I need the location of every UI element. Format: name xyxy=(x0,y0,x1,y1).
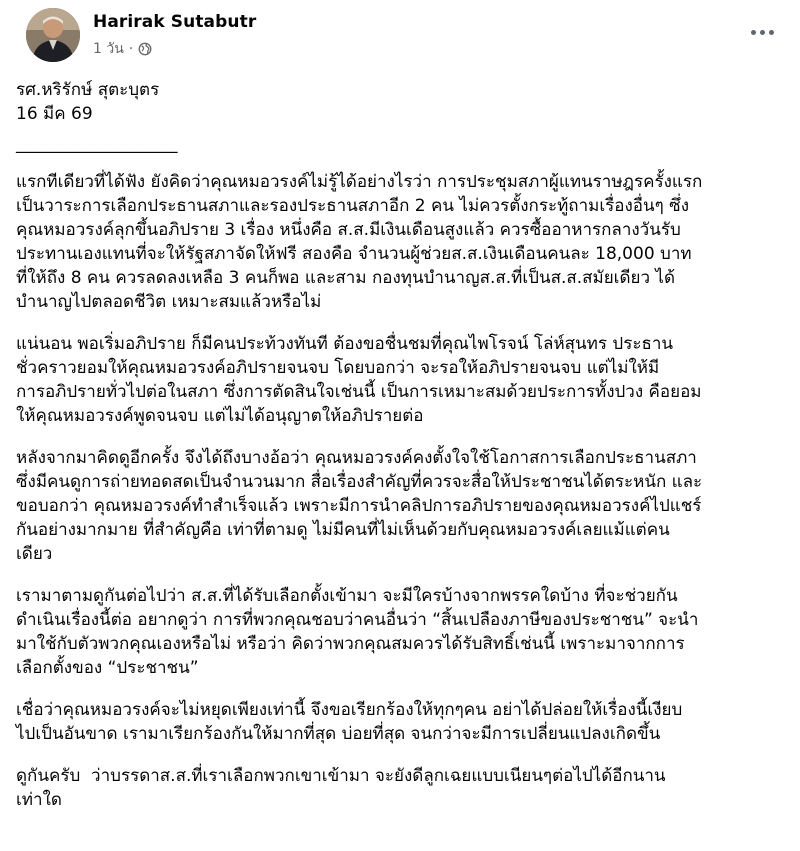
more-options-button[interactable] xyxy=(744,20,780,44)
avatar[interactable] xyxy=(26,8,80,62)
more-dot xyxy=(769,30,774,35)
post-header xyxy=(12,0,782,68)
post-body xyxy=(12,68,782,812)
post-time[interactable]: 1 วัน xyxy=(93,41,124,57)
post-byline: รศ.หริรักษ์ สุตะบุตร xyxy=(16,80,160,100)
post-meta xyxy=(93,38,152,60)
post-paragraph: เชื่อว่าคุณหมอวรงค์จะไม่หยุดเพียงเท่านี้ จึงขอเรียกร้องให้ทุกๆคน อย่าได้ปล่อยให้เรื่องนี้เงียบ ไปเป็นอันขาด เรามาเรียกร้องกันให้มากที่สุด บ่อยที่สุด จนกว่าจะมีการเปลี่ยนแปลงเกิดขึ้น xyxy=(16,700,683,744)
post-divider: ___________________ xyxy=(16,134,178,154)
avatar-portrait-image xyxy=(26,8,80,62)
globe-icon[interactable] xyxy=(138,42,152,56)
post-paragraph: ดูกันครับ ว่าบรรดาส.ส.ที่เราเลือกพวกเขาเข้ามา จะยังดีลูกเฉยแบบเนียนๆต่อไปได้อีกนาน เท่าใด xyxy=(16,766,666,810)
author-name[interactable]: Harirak Sutabutr xyxy=(93,12,257,32)
post-paragraph: หลังจากมาคิดดูอีกครั้ง จึงได้ถึงบางอ้อว่า คุณหมอวรงค์คงตั้งใจใช้โอกาสการเลือกประธานสภา ซึ่งมีคนดูการถ่ายทอดสดเป็นจำนวนมาก สื่อเรื่องสำคัญที่ควรจะสื่อให้ประชาชนได้ตระหนัก และ ขอบอกว่า คุณหมอวรงค์ทำสำเร็จแล้ว เพราะมีการนำคลิปการอภิปรายของคุณหมอวรงค์ไปแชร์ กันอย่างมากมาย ที่สำคัญคือ เท่าที่ตามดู ไม่มีคนที่ไม่เห็นด้วยกับคุณหมอวรงค์เลยแม้แต่คน เดียว xyxy=(16,448,703,564)
post-paragraph: แน่นอน พอเริ่มอภิปราย ก็มีคนประท้วงทันที ต้องขอชื่นชมที่คุณไพโรจน์ โล่ห์สุนทร ประธาน ชั่วคราวยอมให้คุณหมอวรงค์อภิปรายจนจบ โดยบอกว่า จะรอให้อภิปรายจนจบ แต่ไม่ให้มี การอภิปรายทั่วไปต่อในสภา ซึ่งการตัดสินใจเช่นนี้ เป็นการเหมาะสมด้วยประการทั้งปวง คือยอม ให้คุณหมอวรงค์พูดจนจบ แต่ไม่ได้อนุญาตให้อภิปรายต่อ xyxy=(16,334,702,426)
more-dot xyxy=(760,30,765,35)
meta-separator: · xyxy=(128,41,134,57)
post-date: 16 มีค 69 xyxy=(16,104,93,124)
more-dot xyxy=(751,30,756,35)
post-paragraph: แรกทีเดียวที่ได้ฟัง ยังคิดว่าคุณหมอวรงค์ไม่รู้ได้อย่างไรว่า การประชุมสภาผู้แทนราษฎรครั้งแรก เป็นวาระการเลือกประธานสภาและรองประธานสภาอีก 2 คน ไม่ควรตั้งกระทู้ถามเรื่องอื่นๆ ซึ่ง คุณหมอวรงค์ลุกขึ้นอภิปราย 3 เรื่อง หนึ่งคือ ส.ส.มีเงินเดือนสูงแล้ว ควรซื้ออาหารกลางวันรับ ประทานเองแทนที่จะให้รัฐสภาจัดให้ฟรี สองคือ จำนวนผู้ช่วยส.ส.เงินเดือนคนละ 18,000 บาท ที่ให้ถึง 8 คน ควรลดลงเหลือ 3 คนก็พอ และสาม กองทุนบำนาญส.ส.ที่เป็นส.ส.สมัยเดียว ได้ บำนาญไปตลอดชีวิต เหมาะสมแล้วหรือไม่ xyxy=(16,172,703,312)
post-paragraph: เรามาตามดูกันต่อไปว่า ส.ส.ที่ได้รับเลือกตั้งเข้ามา จะมีใครบ้างจากพรรคใดบ้าง ที่จะช่วยกัน ดำเนินเรื่องนี้ต่อ อยากดูว่า การที่พวกคุณชอบว่าคนอื่นว่า “สิ้นเปลืองภาษีของประชาชน” จะนำ มาใช้กับตัวพวกคุณเองหรือไม่ หรือว่า คิดว่าพวกคุณสมควรได้รับสิทธิ์เช่นนี้ เพราะมาจากการ เลือกตั้งของ “ประชาชน” xyxy=(16,586,699,678)
